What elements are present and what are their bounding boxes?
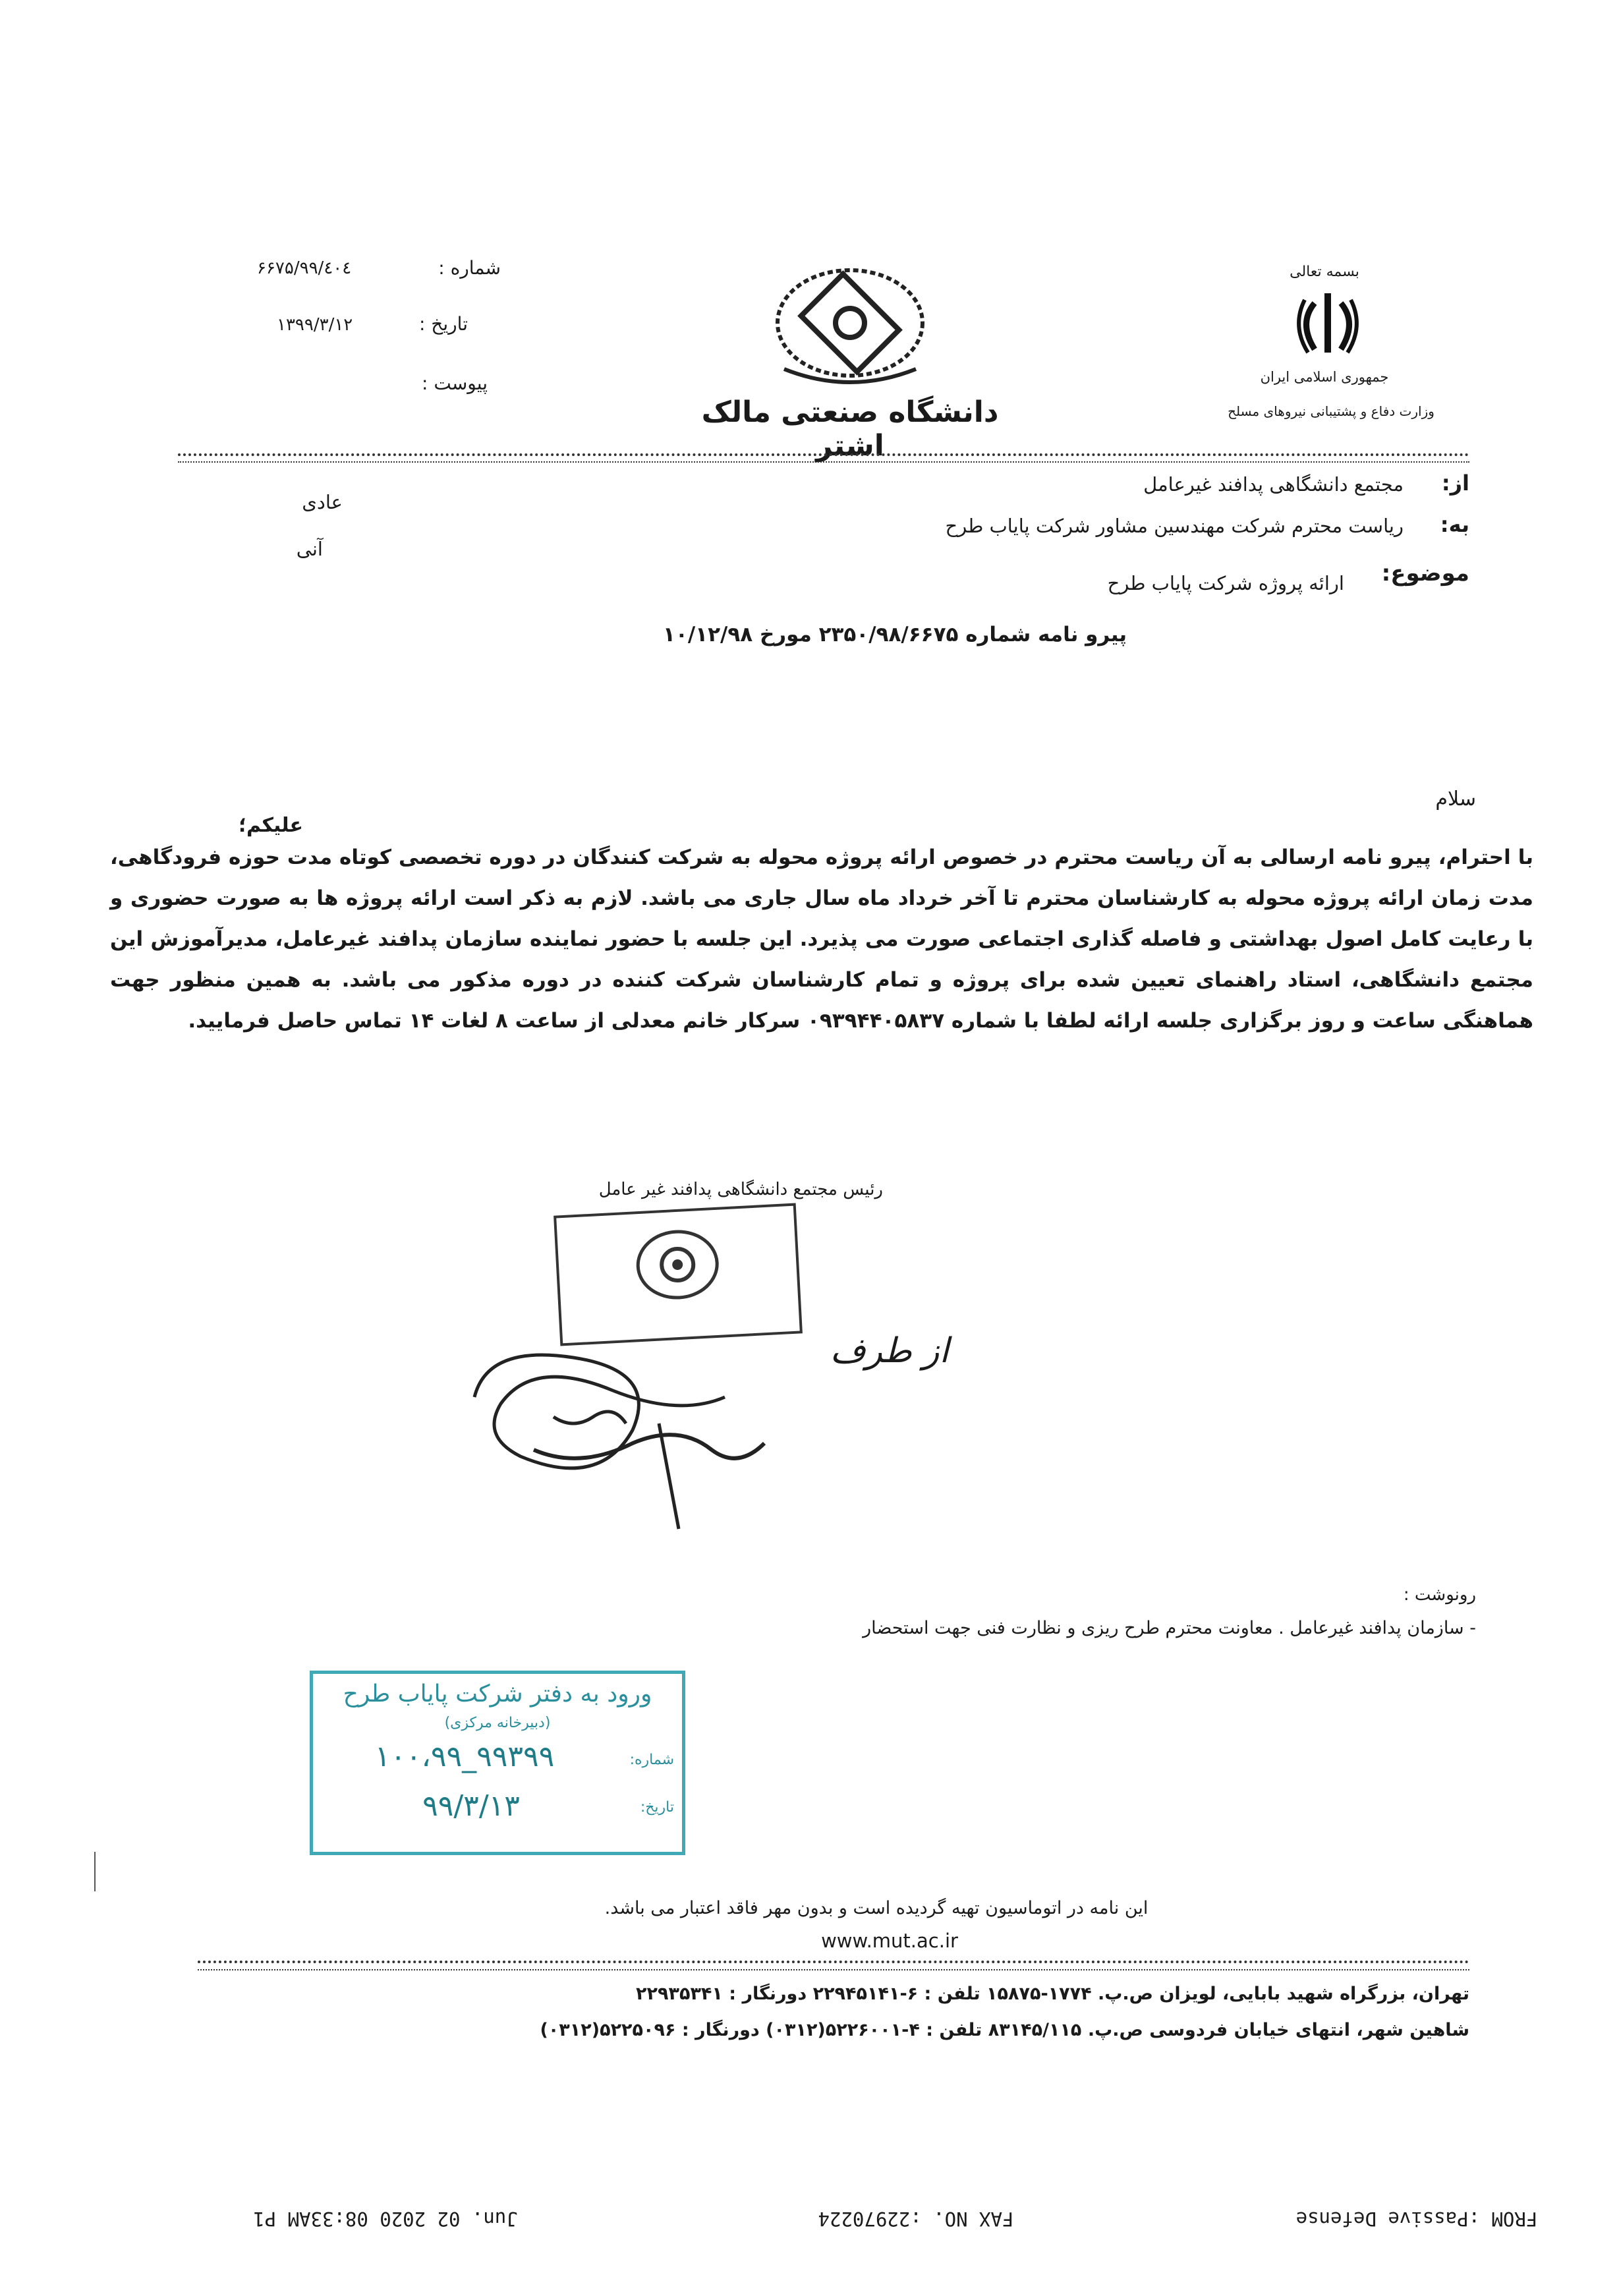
date-value: ۱۳۹۹/۳/۱۲ <box>277 315 353 335</box>
seal-emblem-icon <box>629 1222 725 1306</box>
university-logo-icon <box>764 264 936 395</box>
receipt-date-label: تاریخ: <box>640 1799 674 1816</box>
handwritten-on-behalf: از طرف <box>830 1331 949 1371</box>
subject-label: موضوع: <box>1381 560 1469 587</box>
greeting: سلام <box>1435 788 1476 811</box>
from-value: مجتمع دانشگاهی پدافند غیرعامل <box>1143 473 1404 496</box>
fax-datetime: Jun. 02 2020 08:33AM P1 <box>253 2208 518 2230</box>
signature-scribble <box>461 1318 830 1535</box>
receipt-number-value: ۱۰۰،۹۹_۹۹۳۹۹ <box>374 1740 555 1773</box>
reference-line: پیرو نامه شماره ۲۳۵۰/۹۸/۶۶۷۵ مورخ ۱۰/۱۲/۹۸ <box>663 623 1127 646</box>
date-label: تاریخ : <box>418 313 468 335</box>
footer-divider <box>198 1961 1469 1963</box>
priority-normal: عادی <box>302 491 343 513</box>
to-label: به: <box>1440 512 1469 537</box>
footer-divider-2 <box>198 1969 1469 1970</box>
signatory-title: رئیس مجتمع دانشگاهی پدافند غیر عامل <box>598 1180 883 1199</box>
address-shahinshahr: شاهین شهر، انتهای خیابان فردوسی ص.پ. ۸۳۱۴۵/۱۱۵ تلفن : ۴-۵۲۲۶۰۰۱(۰۳۱۲) دورنگار : ۵۲۲۵۰۹۶(۰۳۱۲) <box>540 2020 1469 2040</box>
university-name: دانشگاه صنعتی مالک اشتر <box>701 395 999 463</box>
emblem-top-text: بسمه تعالی <box>1290 264 1359 280</box>
emblem-line-2: وزارت دفاع و پشتیبانی نیروهای مسلح <box>1228 403 1434 419</box>
header-divider <box>178 453 1469 456</box>
fax-from: FROM :Passive Defense <box>1295 2208 1538 2230</box>
letter-body: با احترام، پیرو نامه ارسالی به آن ریاست محترم در خصوص ارائه پروژه محوله به شرکت کنندگان در دوره تخصصی کوتاه مدت حوزه فرودگاهی، مدت زمان ارائه پروژه محوله به کارشناسان محترم تا آخر خرداد ماه سال جاری می باشد. لازم به ذکر است ارائه پروژه ها به صورت حضوری و با رعایت کامل اصول بهداشتی و فاصله گذاری اجتماعی صورت می پذیرد. این جلسه با حضور نماینده سازمان پدافند غیرعامل، مدیرآموزش این مجتمع دانشگاهی، استاد راهنمای تعیین شده برای پروژه و تمام کارشناسان شرکت کننده در دوره مذکور می باشد. به همین منظور جهت هماهنگی ساعت و روز برگزاری جلسه ارائه لطفا با شماره ۰۹۳۹۴۴۰۵۸۳۷ سرکار خانم معدلی از ساعت ۸ لغات ۱۴ تماس حاصل فرمایید. <box>110 846 1533 1033</box>
priority-urgent: آنی <box>296 538 323 560</box>
receipt-number-label: شماره: <box>629 1752 674 1768</box>
receipt-date-value: ۹۹/۳/۱۳ <box>422 1789 520 1823</box>
receipt-stamp-subtitle: (دبیرخانه مرکزی) <box>444 1715 551 1731</box>
subject-value: ارائه پروژه شرکت پایاب طرح <box>1107 572 1344 594</box>
fax-number: FAX NO. :22970224 <box>818 2208 1014 2230</box>
number-label: شماره : <box>438 257 501 279</box>
from-label: از: <box>1441 471 1469 496</box>
cc-label: رونوشت : <box>1403 1585 1476 1605</box>
to-value: ریاست محترم شرکت مهندسین مشاور شرکت پایاب طرح <box>945 515 1404 537</box>
header-divider-2 <box>178 461 1469 463</box>
receipt-stamp-title: ورود به دفتر شرکت پایاب طرح <box>343 1680 652 1708</box>
website: www.mut.ac.ir <box>821 1930 958 1952</box>
iran-emblem-icon <box>1288 287 1367 359</box>
attachment-label: پیوست : <box>422 372 488 394</box>
emblem-line-1: جمهوری اسلامی ایران <box>1260 369 1389 385</box>
greeting-end: علیکم؛ <box>239 814 303 837</box>
number-value: ۶۶۷۵/۹۹/٤٠٤ <box>257 258 352 278</box>
margin-mark <box>94 1852 96 1891</box>
cc-item: - سازمان پدافند غیرعامل . معاونت محترم طرح ریزی و نظارت فنی جهت استحضار <box>863 1618 1476 1638</box>
address-tehran: تهران، بزرگراه شهید بابایی، لویزان ص.پ. ۱۷۷۴-۱۵۸۷۵ تلفن : ۶-۲۲۹۴۵۱۴۱ دورنگار : ۲۲۹۳۵۳۴۱ <box>636 1984 1469 2004</box>
receipt-stamp <box>310 1671 685 1855</box>
automation-note: این نامه در اتوماسیون تهیه گردیده است و بدون مهر فاقد اعتبار می باشد. <box>604 1898 1149 1918</box>
